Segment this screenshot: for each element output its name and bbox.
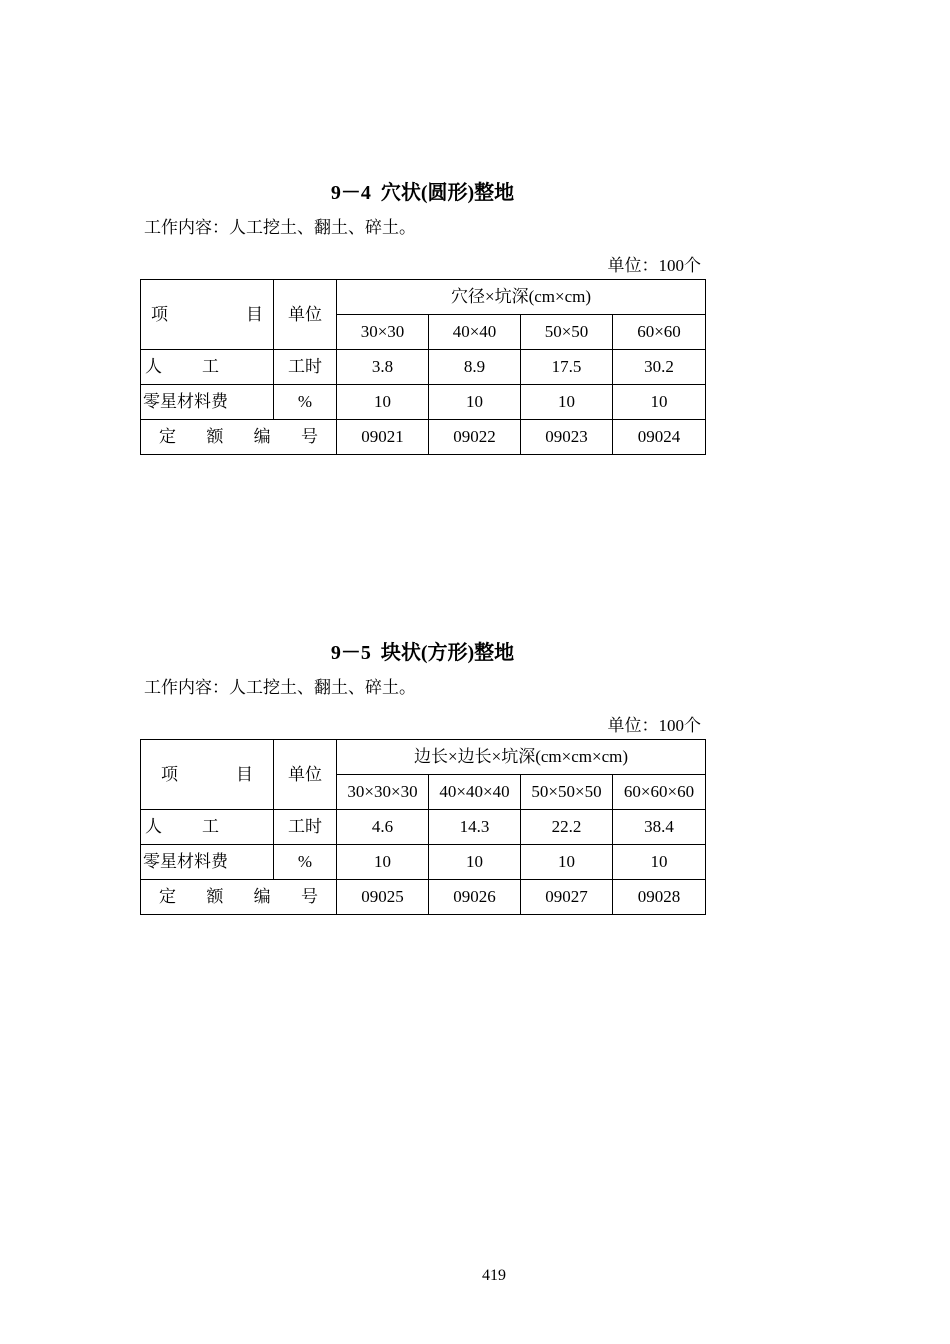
cell-value: 09026 bbox=[429, 880, 521, 915]
row-label bbox=[141, 420, 337, 455]
header-item bbox=[141, 280, 274, 350]
header-item bbox=[141, 740, 274, 810]
row-label-char: 人 bbox=[145, 817, 162, 836]
cell-value: 10 bbox=[521, 385, 613, 420]
section-title bbox=[140, 641, 705, 665]
table-row bbox=[141, 350, 706, 385]
row-label bbox=[141, 880, 337, 915]
unit-note: 单位：100个 bbox=[607, 716, 701, 735]
table-row bbox=[141, 385, 706, 420]
title-number: 9－4 bbox=[330, 182, 371, 204]
page-number: 419 bbox=[482, 1267, 506, 1284]
cell-value: 09025 bbox=[337, 880, 429, 915]
row-label-char: 编 bbox=[253, 427, 271, 446]
row-label-char: 编 bbox=[253, 887, 271, 906]
cell-value: 09024 bbox=[613, 420, 706, 455]
row-label-char: 定 bbox=[159, 887, 176, 906]
cell-value: 10 bbox=[337, 385, 429, 420]
cell-value: 14.3 bbox=[429, 810, 521, 845]
row-unit: 工时 bbox=[274, 810, 337, 845]
header-unit: 单位 bbox=[274, 280, 337, 350]
row-label bbox=[141, 350, 274, 385]
header-size: 50×50 bbox=[521, 315, 613, 350]
cell-value: 30.2 bbox=[613, 350, 706, 385]
cell-value: 09022 bbox=[429, 420, 521, 455]
title-text: 穴状(圆形)整地 bbox=[380, 182, 515, 204]
table-row bbox=[141, 810, 706, 845]
header-size: 60×60×60 bbox=[613, 775, 706, 810]
row-label-char: 工 bbox=[202, 817, 219, 836]
row-label: 零星材料费 bbox=[141, 385, 274, 420]
cell-value: 09023 bbox=[521, 420, 613, 455]
header-size: 30×30 bbox=[337, 315, 429, 350]
unit-note: 单位：100个 bbox=[607, 256, 701, 275]
cell-value: 10 bbox=[613, 385, 706, 420]
header-unit: 单位 bbox=[274, 740, 337, 810]
row-label-char: 额 bbox=[206, 887, 224, 906]
header-item-char: 项 bbox=[161, 764, 178, 784]
header-group: 穴径×坑深(cm×cm) bbox=[337, 280, 706, 315]
quota-table bbox=[140, 279, 706, 455]
row-label: 零星材料费 bbox=[141, 845, 274, 880]
cell-value: 09028 bbox=[613, 880, 706, 915]
header-item-char: 目 bbox=[246, 304, 263, 324]
work-content: 工作内容：人工挖土、翻土、碎土。 bbox=[144, 678, 416, 697]
table-row bbox=[141, 845, 706, 880]
row-label-char: 号 bbox=[300, 887, 318, 906]
row-label-char: 号 bbox=[300, 427, 318, 446]
cell-value: 09021 bbox=[337, 420, 429, 455]
cell-value: 10 bbox=[613, 845, 706, 880]
row-label-char: 定 bbox=[159, 427, 176, 446]
header-size: 50×50×50 bbox=[521, 775, 613, 810]
cell-value: 10 bbox=[429, 845, 521, 880]
header-size: 40×40 bbox=[429, 315, 521, 350]
header-group: 边长×边长×坑深(cm×cm×cm) bbox=[337, 740, 706, 775]
header-size: 60×60 bbox=[613, 315, 706, 350]
row-label-char: 人 bbox=[145, 357, 162, 376]
table-row bbox=[141, 420, 706, 455]
row-unit: 工时 bbox=[274, 350, 337, 385]
cell-value: 10 bbox=[521, 845, 613, 880]
cell-value: 3.8 bbox=[337, 350, 429, 385]
cell-value: 09027 bbox=[521, 880, 613, 915]
quota-table bbox=[140, 739, 706, 915]
row-unit: % bbox=[274, 845, 337, 880]
cell-value: 17.5 bbox=[521, 350, 613, 385]
table-row bbox=[141, 880, 706, 915]
cell-value: 10 bbox=[337, 845, 429, 880]
cell-value: 22.2 bbox=[521, 810, 613, 845]
header-item-char: 目 bbox=[236, 764, 253, 784]
section-title bbox=[140, 181, 705, 205]
title-number: 9－5 bbox=[330, 642, 371, 664]
row-unit: % bbox=[274, 385, 337, 420]
header-size: 30×30×30 bbox=[337, 775, 429, 810]
title-text: 块状(方形)整地 bbox=[380, 642, 515, 664]
header-item-char: 项 bbox=[151, 304, 168, 324]
work-content: 工作内容：人工挖土、翻土、碎土。 bbox=[144, 218, 416, 237]
row-label-char: 工 bbox=[202, 357, 219, 376]
row-label bbox=[141, 810, 274, 845]
cell-value: 8.9 bbox=[429, 350, 521, 385]
cell-value: 38.4 bbox=[613, 810, 706, 845]
cell-value: 10 bbox=[429, 385, 521, 420]
cell-value: 4.6 bbox=[337, 810, 429, 845]
row-label-char: 额 bbox=[206, 427, 224, 446]
header-size: 40×40×40 bbox=[429, 775, 521, 810]
